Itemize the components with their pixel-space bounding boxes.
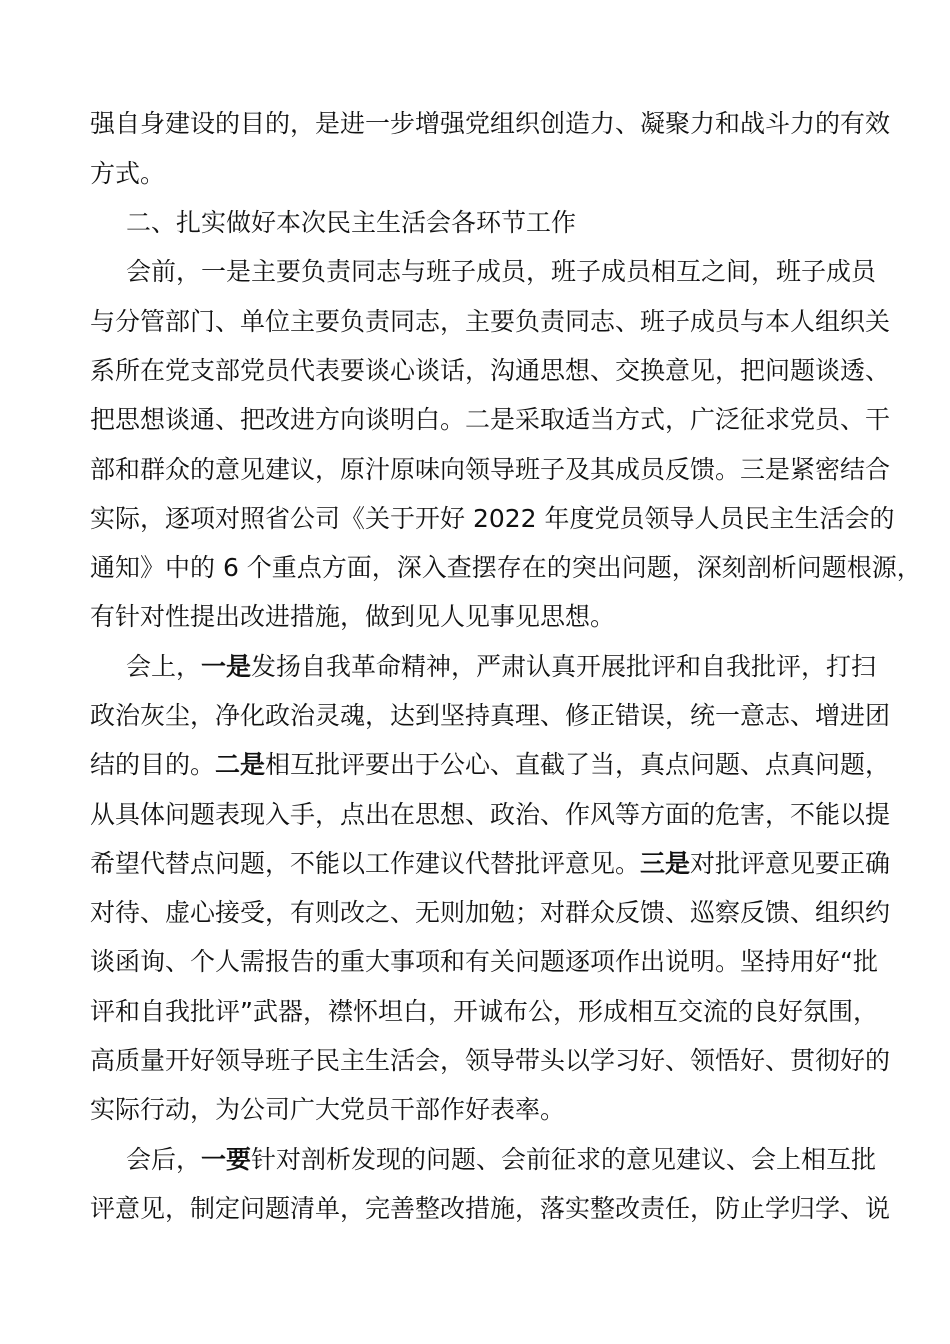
text-span: 会上，: [126, 652, 202, 681]
text-line: 谈函询、个人需报告的重大事项和有关问题逐项作出说明。坚持用好“批: [90, 947, 878, 976]
text-span: 相互批评要出于公心、直截了当，真点问题、点真问题，: [265, 750, 891, 779]
text-line: 实际，逐项对照省公司《关于开好 2022 年度党员领导人员民主生活会的: [90, 504, 895, 533]
text-line: 会前，一是主要负责同志与班子成员，班子成员相互之间，班子成员: [126, 257, 877, 286]
text-span: 结的目的。: [90, 750, 216, 779]
text-span: 发扬自我革命精神，严肃认真开展批评和自我批评，打扫: [251, 652, 877, 681]
text-line: 强自身建设的目的，是进一步增强党组织创造力、凝聚力和战斗力的有效: [90, 109, 891, 138]
text-line-rich: [126, 647, 877, 687]
text-line: 方式。: [90, 159, 166, 188]
text-line: 评意见，制定问题清单，完善整改措施，落实整改责任，防止学归学、说: [90, 1194, 891, 1223]
text-line: 把思想谈通、把改进方向谈明白。二是采取适当方式，广泛征求党员、干: [90, 405, 891, 434]
text-span: 针对剖析发现的问题、会前征求的意见建议、会上相互批: [251, 1145, 877, 1174]
text-span: 会后，: [126, 1145, 202, 1174]
text-span: 对批评意见要正确: [690, 849, 891, 878]
text-line: 部和群众的意见建议，原汁原味向领导班子及其成员反馈。三是紧密结合: [90, 455, 891, 484]
text-line: 实际行动，为公司广大党员干部作好表率。: [90, 1095, 566, 1124]
text-line: 与分管部门、单位主要负责同志，主要负责同志、班子成员与本人组织关: [90, 307, 891, 336]
text-line: 从具体问题表现入手，点出在思想、政治、作风等方面的危害，不能以提: [90, 800, 891, 829]
text-line-rich: [126, 1140, 877, 1180]
bold-marker: 二是: [215, 750, 266, 779]
bold-marker: 一是: [201, 652, 252, 681]
text-line: 系所在党支部党员代表要谈心谈话，沟通思想、交换意见，把问题谈透、: [90, 356, 891, 385]
section-heading: 二、扎实做好本次民主生活会各环节工作: [126, 208, 577, 237]
text-line: 政治灰尘，净化政治灵魂，达到坚持真理、修正错误，统一意志、增进团: [90, 701, 891, 730]
text-span: 希望代替点问题，不能以工作建议代替批评意见。: [90, 849, 641, 878]
text-line: 有针对性提出改进措施，做到见人见事见思想。: [90, 602, 616, 631]
text-line: 通知》中的 6 个重点方面，深入查摆存在的突出问题，深刻剖析问题根源，: [90, 553, 922, 582]
text-line: 对待、虚心接受，有则改之、无则加勉；对群众反馈、巡察反馈、组织约: [90, 898, 891, 927]
bold-marker: 三是: [640, 849, 691, 878]
text-line-rich: [90, 844, 891, 884]
text-line: 评和自我批评”武器，襟怀坦白，开诚布公，形成相互交流的良好氛围，: [90, 997, 878, 1026]
text-line-rich: [90, 745, 891, 785]
text-line: 高质量开好领导班子民主生活会，领导带头以学习好、领悟好、贯彻好的: [90, 1046, 891, 1075]
bold-marker: 一要: [201, 1145, 252, 1174]
